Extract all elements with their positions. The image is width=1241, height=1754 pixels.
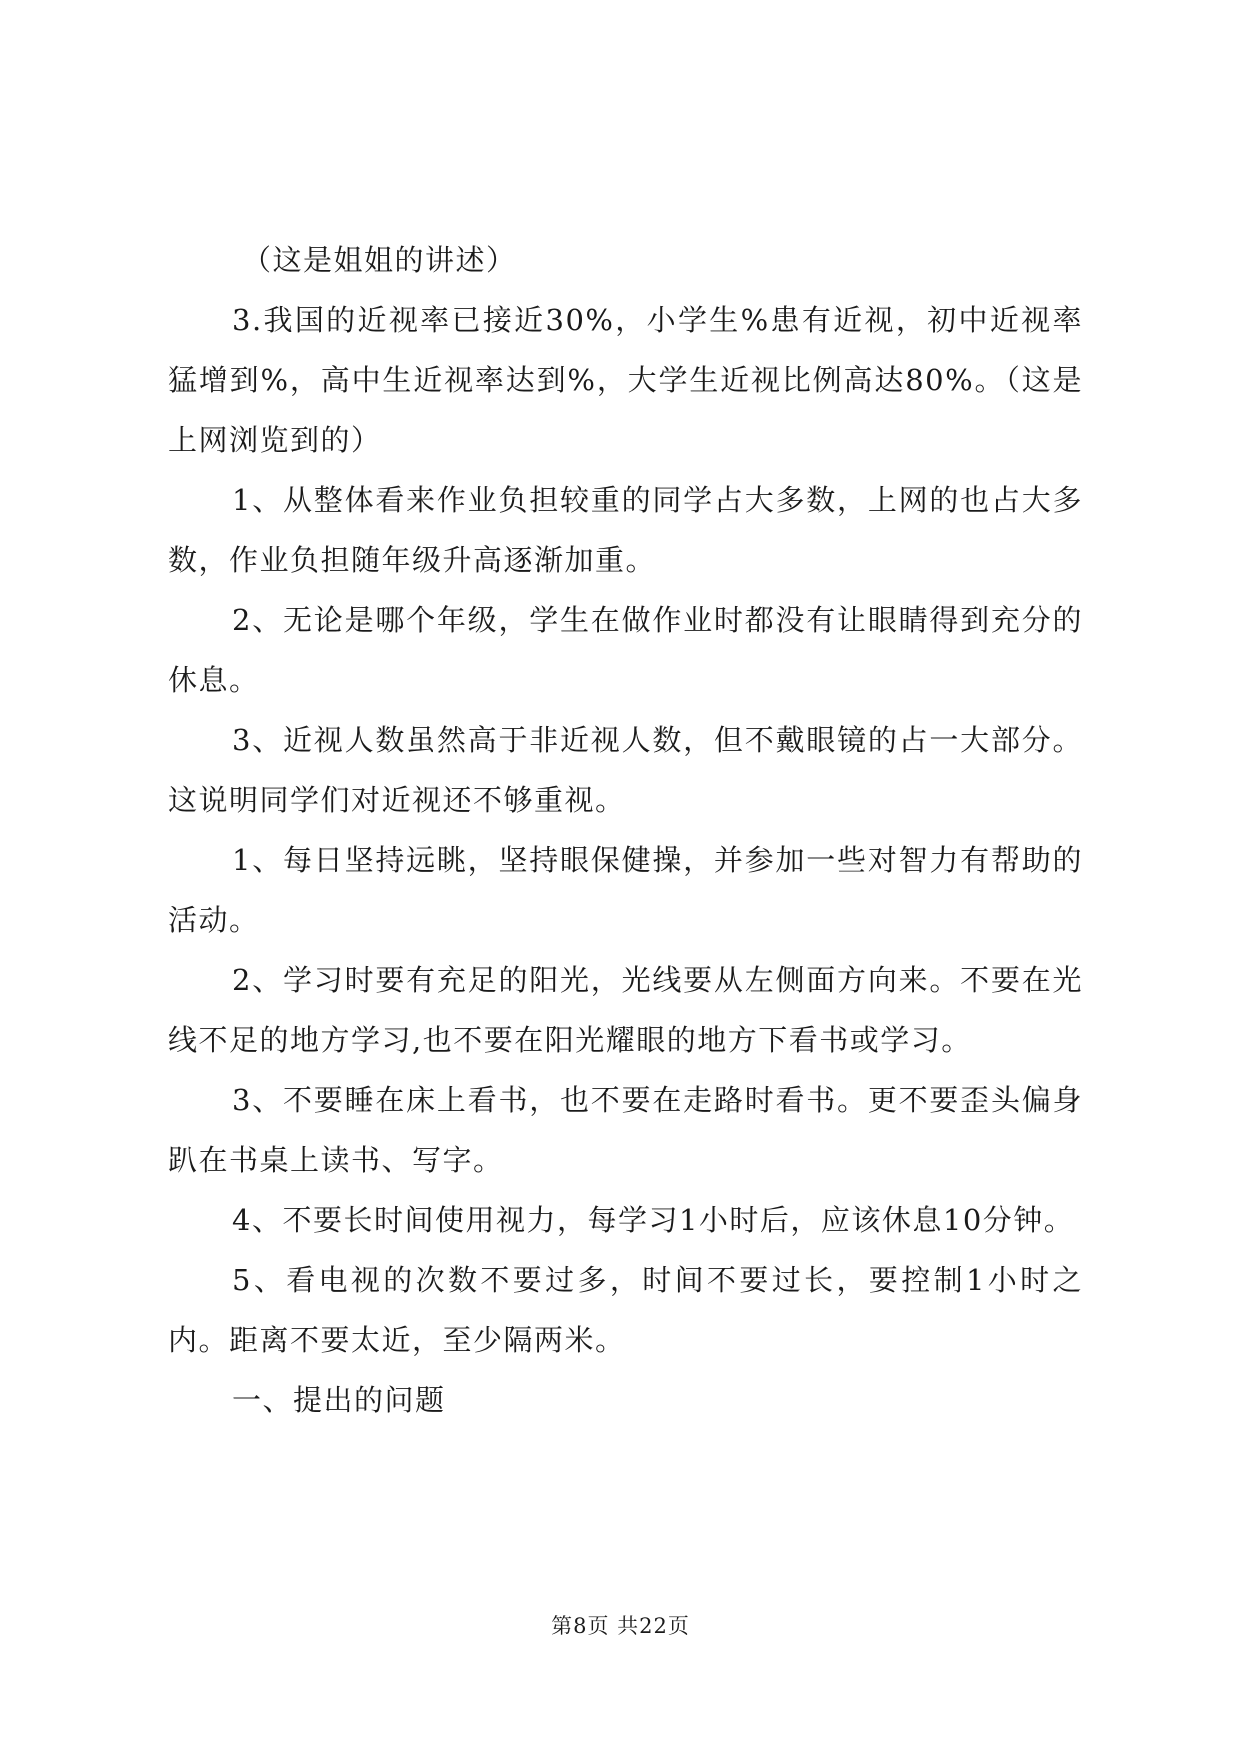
- paragraph: 2、学习时要有充足的阳光，光线要从左侧面方向来。不要在光线不足的地方学习,也不要在阳光耀眼的地方下看书或学习。: [168, 963, 1083, 1057]
- paragraph: （这是姐姐的讲述）: [242, 243, 517, 277]
- paragraph: 5、看电视的次数不要过多，时间不要过长，要控制1小时之内。距离不要太近，至少隔两米。: [168, 1263, 1083, 1357]
- paragraph: 2、无论是哪个年级，学生在做作业时都没有让眼睛得到充分的休息。: [168, 603, 1083, 697]
- document-body: [168, 230, 1083, 1430]
- section-heading: 一、提出的问题: [232, 1383, 446, 1417]
- paragraph: 3、近视人数虽然高于非近视人数，但不戴眼镜的占一大部分。这说明同学们对近视还不够重视。: [168, 723, 1083, 817]
- paragraph: 3、不要睡在床上看书，也不要在走路时看书。更不要歪头偏身趴在书桌上读书、写字。: [168, 1083, 1083, 1177]
- paragraph: 1、从整体看来作业负担较重的同学占大多数，上网的也占大多数，作业负担随年级升高逐渐加重。: [168, 483, 1083, 577]
- paragraph: 4、不要长时间使用视力，每学习1小时后，应该休息10分钟。: [232, 1203, 1075, 1237]
- paragraph: 1、每日坚持远眺，坚持眼保健操，并参加一些对智力有帮助的活动。: [168, 843, 1083, 937]
- page-number-footer: 第8页 共22页: [551, 1614, 690, 1638]
- paragraph: 3.我国的近视率已接近30%，小学生%患有近视，初中近视率猛增到%，高中生近视率达到%，大学生近视比例高达80%。（这是上网浏览到的）: [168, 303, 1083, 457]
